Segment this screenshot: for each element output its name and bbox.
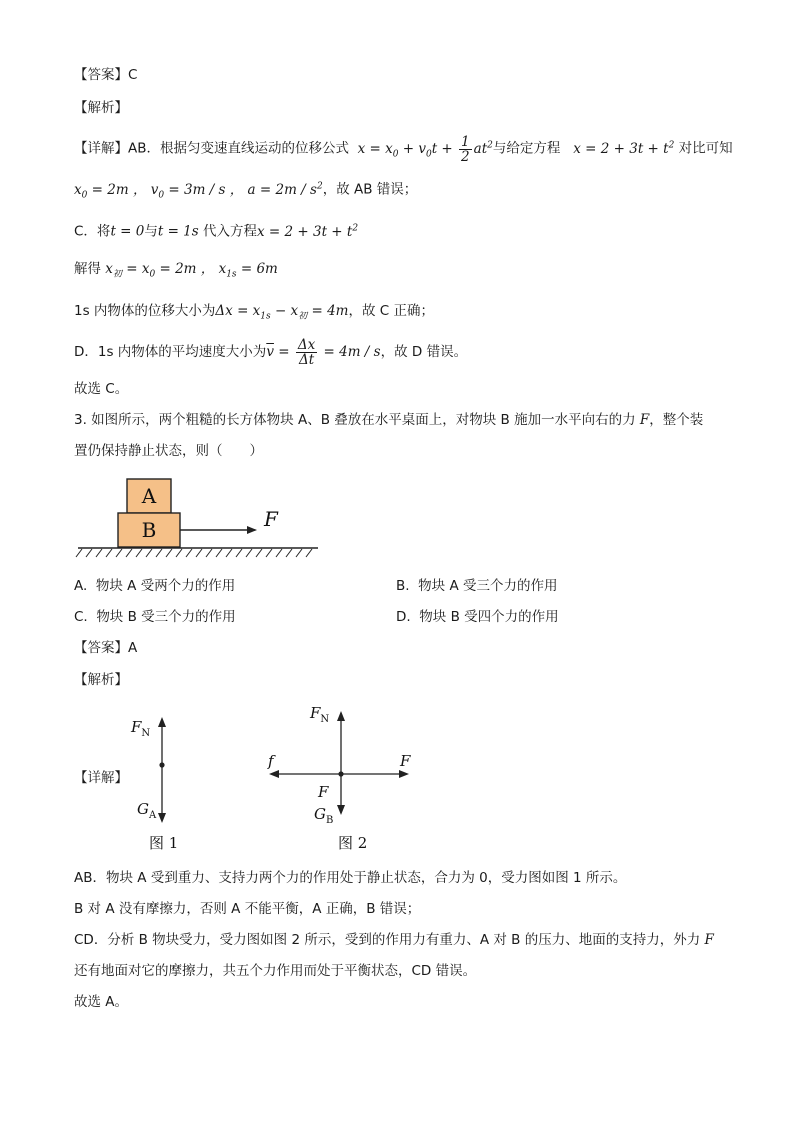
fig2-up-arrowhead: [337, 711, 345, 721]
fig2-caption: 图 2: [338, 834, 368, 852]
fig1-up-arrowhead: [158, 717, 166, 727]
q2-detail-line2: [74, 176, 417, 205]
displacement-formula: $x = x_0 + v_0t$ + $\frac{1}{2}$ $at^2$: [353, 133, 493, 165]
fig2-left-arrowhead: [269, 770, 279, 778]
q3-stem-line1: [74, 410, 703, 430]
fig2-down-arrowhead: [337, 805, 345, 815]
option-text: 物块 A 受三个力的作用: [418, 578, 558, 594]
option-text: 物块 A 受两个力的作用: [95, 578, 236, 594]
option-label: B.: [396, 578, 410, 594]
fig2-right-arrowhead: [399, 770, 409, 778]
fig2-down2-label: $G_B$: [314, 805, 334, 826]
detail-text: 对比可知: [678, 140, 733, 157]
force-diagram-2: [262, 700, 422, 856]
option-label: D.: [396, 609, 411, 625]
option-label: C.: [74, 609, 88, 625]
q2-detail-line4: [74, 259, 278, 285]
detail-tag: 【详解】: [74, 140, 128, 157]
fig1-down-arrowhead: [158, 813, 166, 823]
q2-detail-line1: [74, 133, 733, 166]
option-b: [396, 576, 557, 596]
force-diagram-1: [125, 704, 195, 854]
detail-text: 代入方程: [203, 223, 258, 240]
answer-value: A: [128, 640, 138, 656]
math: $x = 2 + 3t + t^2$: [257, 223, 359, 240]
option-text: 物块 B 受四个力的作用: [419, 609, 559, 625]
option-a: [74, 576, 235, 596]
math: t = 1s: [157, 223, 199, 240]
math: $\overline{v}$ = $\frac{\Delta x}{\Delta t}$ = 4m / s: [266, 337, 381, 368]
q2-conclusion: 故选 C。: [74, 381, 129, 397]
fig2-right-label: F: [400, 752, 411, 770]
math: t = 0: [110, 223, 145, 240]
option-text: 物块 B 受三个力的作用: [96, 609, 236, 625]
detail-text: 1s 内物体的位移大小为: [74, 303, 216, 319]
detail-text: D．1s 内物体的平均速度大小为: [74, 344, 267, 360]
ground-hatch: [76, 549, 312, 557]
option-c: [74, 607, 236, 627]
q2-analysis-tag: 【解析】: [74, 100, 128, 116]
detail-text: 与: [144, 223, 158, 240]
fig1-bottom-label: $G_A$: [137, 800, 157, 821]
option-label: A.: [74, 578, 88, 594]
detail-text: AB．根据匀变速直线运动的位移公式: [128, 140, 349, 157]
q3-conclusion: 故选 A。: [74, 994, 129, 1010]
fig2-point: [338, 771, 343, 776]
answer-value: C: [128, 67, 138, 83]
math: F: [639, 412, 650, 428]
stem-text: ，整个装: [649, 412, 704, 428]
q3-explanation-3: [74, 930, 714, 950]
option-d: [396, 607, 559, 627]
detail-text: ，故 D 错误。: [380, 344, 468, 360]
detail-text: ，故 C 正确；: [348, 303, 434, 319]
fig2-down1-label: F: [318, 783, 329, 801]
detail-text: ，故 AB 错误；: [322, 181, 418, 198]
stacked-blocks-figure: [74, 472, 324, 564]
q3-explanation-4: 还有地面对它的摩擦力，共五个力作用而处于平衡状态，CD 错误。: [74, 963, 477, 979]
block-a-label: A: [141, 484, 157, 508]
detail-text: 与给定方程: [492, 140, 561, 157]
fig2-top-label: $F_N$: [310, 704, 330, 725]
answer-tag: 【答案】: [74, 640, 128, 656]
stem-text: 3. 如图所示，两个粗糙的长方体物块 A、B 叠放在水平桌面上，对物块 B 施加一水平向右的力: [74, 412, 636, 428]
detail-text: C．将: [74, 223, 111, 240]
math: $x_初 = x_0 = 2m$ ， $x_{1s} = 6m$: [105, 261, 278, 280]
fig1-top-label: $F_N$: [131, 718, 151, 739]
q3-explanation-1: AB．物块 A 受到重力、支持力两个力的作用处于静止状态，合力为 0，受力图如图 1 所示。: [74, 870, 627, 886]
math: F: [704, 932, 714, 948]
force-label: F: [264, 507, 278, 531]
q3-explanation-2: B 对 A 没有摩擦力，否则 A 不能平衡，A 正确，B 错误；: [74, 901, 421, 917]
fig1-caption: 图 1: [149, 834, 179, 852]
q3-stem-line2: 置仍保持静止状态，则（ ）: [74, 443, 263, 459]
q2-detail-line3: [74, 218, 358, 242]
q3-analysis-tag: 【解析】: [74, 672, 128, 688]
initial-values: $x_0 = 2m$ ， $v_0 = 3m / s$ ， $a = 2m / s^2$: [74, 181, 323, 201]
q2-detail-line6: [74, 338, 467, 367]
fig1-point: [159, 762, 164, 767]
q3-answer-line: [74, 638, 137, 658]
detail-text: 解得: [74, 261, 101, 277]
q2-answer-line: [74, 65, 137, 85]
math: $\Delta x = x_{1s} - x_初 = 4m$: [215, 303, 349, 322]
explanation-text: CD．分析 B 物块受力，受力图如图 2 所示，受到的作用力有重力、A 对 B 的压力、地面的支持力，外力: [74, 932, 701, 948]
given-equation: $x = 2 + 3t + t^2$: [564, 140, 675, 157]
q3-detail-tag: 【详解】: [74, 770, 128, 786]
answer-tag: 【答案】: [74, 67, 128, 83]
force-arrowhead: [247, 526, 257, 534]
q2-detail-line5: [74, 301, 434, 327]
fig2-left-label: f: [268, 752, 274, 770]
block-b-label: B: [141, 518, 157, 542]
